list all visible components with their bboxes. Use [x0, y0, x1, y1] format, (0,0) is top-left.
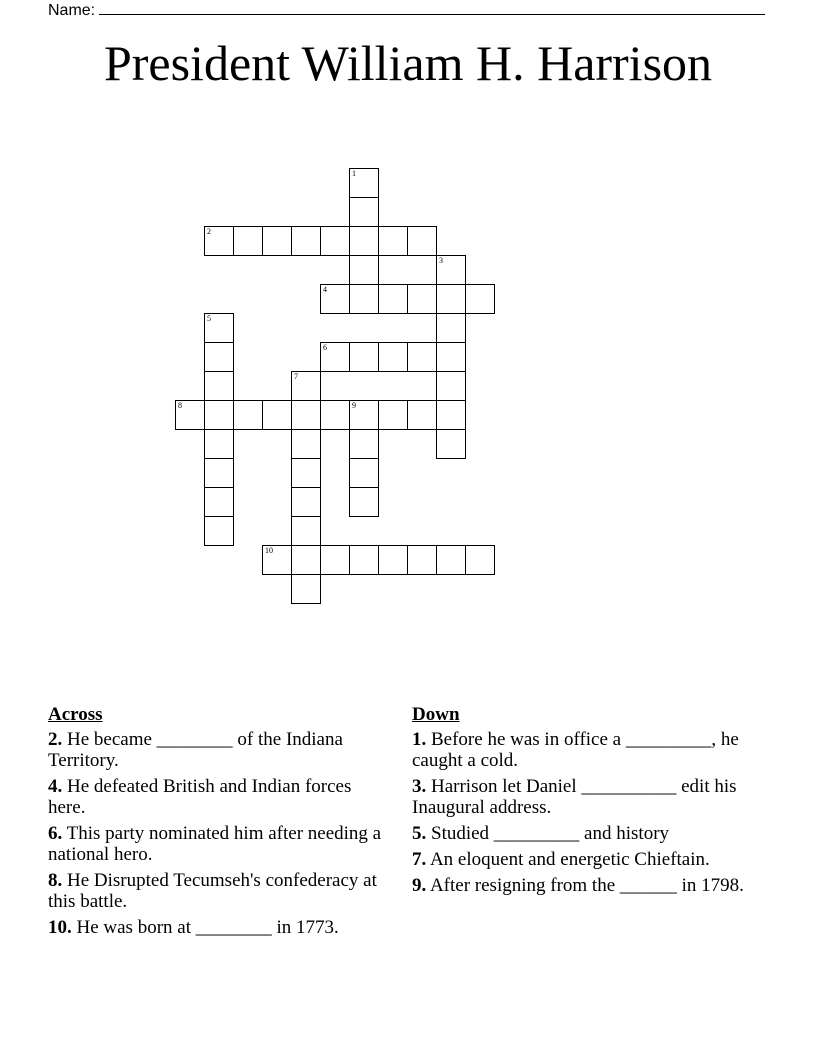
- clue-number: 4.: [48, 776, 63, 797]
- cell-clue-number: 4: [323, 285, 327, 294]
- clue-number: 5.: [412, 823, 427, 844]
- crossword-cell[interactable]: [320, 226, 350, 256]
- clue-number: 3.: [412, 776, 427, 797]
- crossword-cell[interactable]: [175, 400, 205, 430]
- crossword-cell[interactable]: [291, 429, 321, 459]
- across-clues: [48, 703, 388, 943]
- cell-clue-number: 8: [178, 401, 182, 410]
- name-label: Name:: [48, 2, 96, 19]
- clue-number: 6.: [48, 823, 63, 844]
- crossword-cell[interactable]: [378, 400, 408, 430]
- crossword-cell[interactable]: [291, 371, 321, 401]
- crossword-cell[interactable]: [204, 400, 234, 430]
- down-clue: [412, 776, 762, 818]
- crossword-cell[interactable]: [349, 226, 379, 256]
- crossword-cell[interactable]: [378, 342, 408, 372]
- down-clue: [412, 875, 762, 896]
- cell-clue-number: 5: [207, 314, 211, 323]
- cell-clue-number: 1: [352, 169, 356, 178]
- clue-text: He became ________ of the Indiana Territory.: [48, 729, 343, 771]
- crossword-cell[interactable]: [349, 487, 379, 517]
- cell-clue-number: 2: [207, 227, 211, 236]
- crossword-cell[interactable]: [204, 429, 234, 459]
- crossword-cell[interactable]: [291, 545, 321, 575]
- crossword-cell[interactable]: [204, 458, 234, 488]
- crossword-cell[interactable]: [378, 226, 408, 256]
- crossword-cell[interactable]: [320, 342, 350, 372]
- crossword-cell[interactable]: [378, 284, 408, 314]
- down-heading: Down: [412, 704, 460, 725]
- crossword-cell[interactable]: [436, 400, 466, 430]
- down-clue: [412, 729, 762, 771]
- crossword-cell[interactable]: [407, 226, 437, 256]
- crossword-cell[interactable]: [320, 545, 350, 575]
- down-clue: [412, 849, 762, 870]
- crossword-cell[interactable]: [436, 371, 466, 401]
- across-clue: [48, 823, 388, 865]
- clue-number: 9.: [412, 875, 427, 896]
- across-heading: Across: [48, 704, 103, 725]
- crossword-cell[interactable]: [407, 545, 437, 575]
- clue-text: An eloquent and energetic Chieftain.: [426, 849, 710, 870]
- crossword-cell[interactable]: [204, 487, 234, 517]
- crossword-cell[interactable]: [204, 371, 234, 401]
- cell-clue-number: 9: [352, 401, 356, 410]
- cell-clue-number: 3: [439, 256, 443, 265]
- crossword-cell[interactable]: [378, 545, 408, 575]
- crossword-cell[interactable]: [349, 400, 379, 430]
- crossword-cell[interactable]: [349, 255, 379, 285]
- crossword-cell[interactable]: [465, 284, 495, 314]
- crossword-cell[interactable]: [204, 516, 234, 546]
- crossword-cell[interactable]: [204, 226, 234, 256]
- crossword-cell[interactable]: [349, 197, 379, 227]
- cell-clue-number: 6: [323, 343, 327, 352]
- crossword-cell[interactable]: [262, 226, 292, 256]
- clue-text: He Disrupted Tecumseh's confederacy at this battle.: [48, 870, 377, 912]
- clue-number: 10.: [48, 917, 72, 938]
- crossword-cell[interactable]: [233, 226, 263, 256]
- cell-clue-number: 10: [265, 546, 273, 555]
- crossword-cell[interactable]: [407, 284, 437, 314]
- across-clue: [48, 870, 388, 912]
- crossword-cell[interactable]: [291, 400, 321, 430]
- crossword-cell[interactable]: [204, 342, 234, 372]
- crossword-cell[interactable]: [262, 400, 292, 430]
- crossword-cell[interactable]: [320, 284, 350, 314]
- crossword-cell[interactable]: [349, 545, 379, 575]
- crossword-cell[interactable]: [233, 400, 263, 430]
- crossword-cell[interactable]: [291, 516, 321, 546]
- crossword-cell[interactable]: [436, 255, 466, 285]
- crossword-cell[interactable]: [436, 313, 466, 343]
- across-clue: [48, 729, 388, 771]
- clue-text: He defeated British and Indian forces here.: [48, 776, 352, 818]
- crossword-cell[interactable]: [436, 342, 466, 372]
- page-title: President William H. Harrison: [103, 35, 713, 91]
- crossword-cell[interactable]: [436, 429, 466, 459]
- crossword-cell[interactable]: [349, 284, 379, 314]
- down-clue: [412, 823, 762, 844]
- crossword-cell[interactable]: [407, 342, 437, 372]
- crossword-cell[interactable]: [291, 458, 321, 488]
- crossword-cell[interactable]: [349, 342, 379, 372]
- clue-text: After resigning from the ______ in 1798.: [426, 875, 744, 896]
- across-clue: [48, 917, 388, 938]
- crossword-cell[interactable]: [291, 487, 321, 517]
- crossword-cell[interactable]: [407, 400, 437, 430]
- clue-text: Harrison let Daniel __________ edit his Inaugural address.: [412, 776, 737, 818]
- crossword-cell[interactable]: [349, 458, 379, 488]
- clue-text: He was born at ________ in 1773.: [71, 917, 339, 938]
- clue-text: Before he was in office a _________, he caught a cold.: [412, 729, 739, 771]
- clue-text: Studied _________ and history: [426, 823, 670, 844]
- crossword-cell[interactable]: [349, 168, 379, 198]
- crossword-cell[interactable]: [436, 284, 466, 314]
- clue-number: 2.: [48, 729, 63, 750]
- clue-text: This party nominated him after needing a national hero.: [48, 823, 382, 865]
- clue-number: 8.: [48, 870, 63, 891]
- crossword-cell[interactable]: [204, 313, 234, 343]
- crossword-cell[interactable]: [320, 400, 350, 430]
- cell-clue-number: 7: [294, 372, 298, 381]
- clue-number: 1.: [412, 729, 427, 750]
- clue-number: 7.: [412, 849, 427, 870]
- crossword-cell[interactable]: [262, 545, 292, 575]
- crossword-cell[interactable]: [465, 545, 495, 575]
- crossword-cell[interactable]: [291, 574, 321, 604]
- crossword-cell[interactable]: [349, 429, 379, 459]
- crossword-cell[interactable]: [436, 545, 466, 575]
- down-clues: [412, 703, 762, 901]
- crossword-cell[interactable]: [291, 226, 321, 256]
- across-clue: [48, 776, 388, 818]
